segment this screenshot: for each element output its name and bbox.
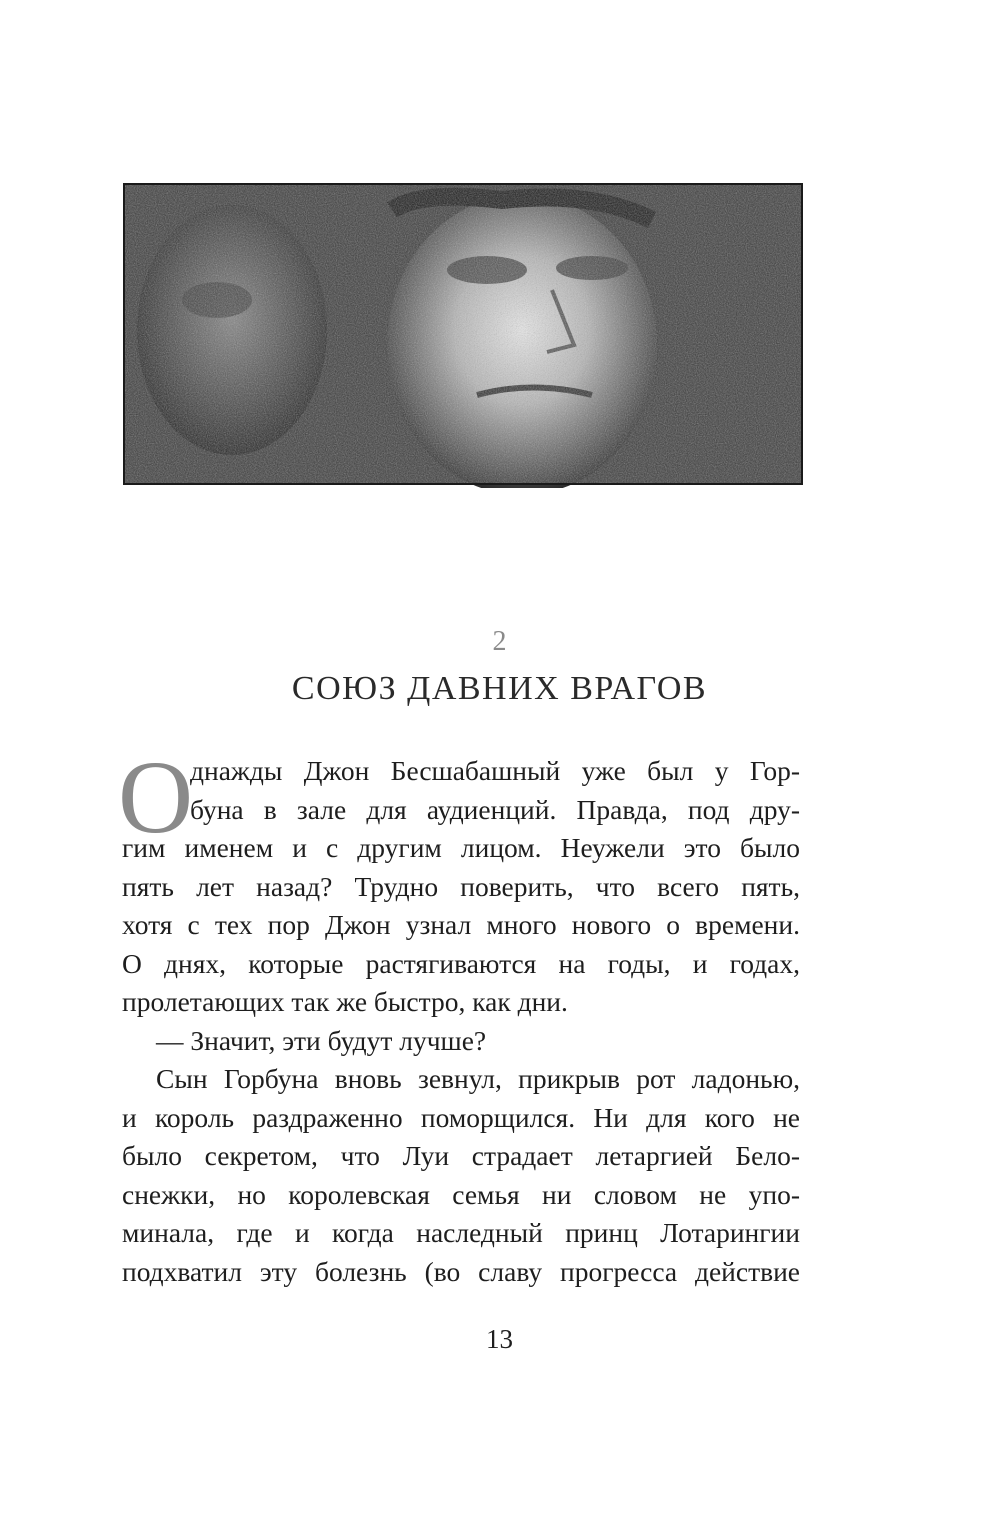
text-line: хотя с тех пор Джон узнал много нового о времени. — [122, 909, 800, 940]
text-line: О днях, которые растягиваются на годы, и годах, — [122, 947, 800, 979]
sketch-of-two-men-image — [122, 180, 804, 488]
text-line: подхватил эту болезнь (во славу прогресса действие — [122, 1255, 800, 1287]
text-line: было секретом, что Луи страдает летаргией Бело- — [122, 1140, 800, 1171]
text-line: снежки, но королевская семья ни словом не упо- — [122, 1178, 800, 1210]
chapter-number: 2 — [492, 626, 507, 657]
dialogue-line: — Значит, эти будут лучше? — [156, 1024, 487, 1056]
text-line: днажды Джон Бесшабашный уже был у Гор- — [190, 755, 800, 786]
text-line: и король раздраженно поморщился. Ни для кого не — [122, 1101, 800, 1133]
text-line: гим именем и с другим лицом. Неужели это было — [122, 832, 800, 863]
drop-cap-paragraph — [118, 740, 800, 1022]
drop-cap-letter: О — [118, 740, 194, 855]
chapter-body-text — [118, 740, 800, 1291]
page-number: 13 — [486, 1324, 513, 1354]
chapter-title: СОЮЗ ДАВНИХ ВРАГОВ — [291, 670, 708, 707]
text-line: пять лет назад? Трудно поверить, что всего пять, — [122, 870, 800, 902]
text-line: минала, где и когда наследный принц Лотарингии — [122, 1217, 800, 1248]
text-line: пролетающих так же быстро, как дни. — [122, 986, 568, 1017]
chapter-illustration — [122, 180, 804, 488]
text-line: Сын Горбуна вновь зевнул, прикрыв рот ладонью, — [156, 1063, 800, 1094]
text-line: буна в зале для аудиенций. Правда, под дру- — [190, 793, 800, 825]
